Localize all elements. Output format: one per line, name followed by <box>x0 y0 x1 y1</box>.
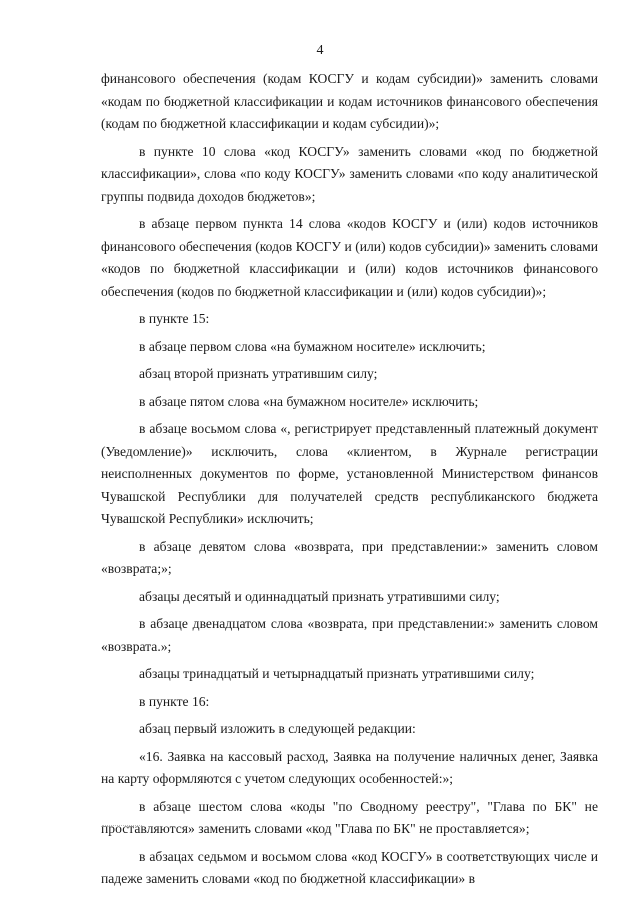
paragraph: абзацы тринадцатый и четырнадцатый признать утратившими силу; <box>139 666 535 681</box>
paragraph: в абзацах седьмом и восьмом слова «код КОСГУ» в соответствующих числе и падеже заменить словами «код по бюджетной классификации» в <box>101 848 598 886</box>
paragraph: в абзаце двенадцатом слова «возврата, при представлении:» заменить словом «возврата.»; <box>101 616 598 654</box>
paragraph: в абзаце восьмом слова «, регистрирует представленный платежный документ (Уведомление)» исключить, слова «клиентом, в Журнале регистрации неисполненных документов по форме, установленной Министерством финансов Чувашской Республики для получателей средств республиканского бюджета Чувашской Республики» исключить; <box>101 421 598 526</box>
paragraph: абзац второй признать утратившим силу; <box>139 366 378 381</box>
paragraph: в абзаце шестом слова «коды "по Сводному реестру", "Глава по БК" не проставляются» заменить словами «код "Глава по БК" не проставляется»; <box>101 798 598 836</box>
document-body <box>101 68 598 896</box>
page-number: 4 <box>316 43 324 58</box>
paragraph: в абзаце первом слова «на бумажном носителе» исключить; <box>139 338 486 354</box>
paragraph: «16. Заявка на кассовый расход, Заявка на получение наличных денег, Заявка на карту оформляются с учетом следующих особенностей:»; <box>101 748 598 786</box>
paragraph: в абзаце первом пункта 14 слова «кодов КОСГУ и (или) кодов источников финансового обеспечения (кодов КОСГУ и (или) кодов субсидии)» заменить словами «кодов по бюджетной классификации и (или) кодов источников финансового обеспечения (кодов по бюджетной классификации и (или) кодов субсидии)»; <box>101 216 598 299</box>
paragraph: абзацы десятый и одиннадцатый признать утратившими силу; <box>139 588 500 604</box>
paragraph: в пункте 16: <box>139 693 210 709</box>
paragraph: абзац первый изложить в следующей редакции: <box>139 721 416 736</box>
paragraph: в пункте 15: <box>139 311 210 326</box>
paragraph: в абзаце пятом слова «на бумажном носителе» исключить; <box>139 393 479 409</box>
paragraph: финансового обеспечения (кодам КОСГУ и кодам субсидии)» заменить словами «кодам по бюджетной классификации и кодам источников финансового обеспечения (кодам по бюджетной классификации и кодам субсидии)»; <box>101 71 598 131</box>
paragraph: в абзаце девятом слова «возврата, при представлении:» заменить словом «возврата;»; <box>101 538 598 576</box>
paragraph: в пункте 10 слова «код КОСГУ» заменить словами «код по бюджетной классификации», слова «по коду КОСГУ» заменить словами «по коду аналитической группы подвида доходов бюджетов»; <box>101 143 598 204</box>
